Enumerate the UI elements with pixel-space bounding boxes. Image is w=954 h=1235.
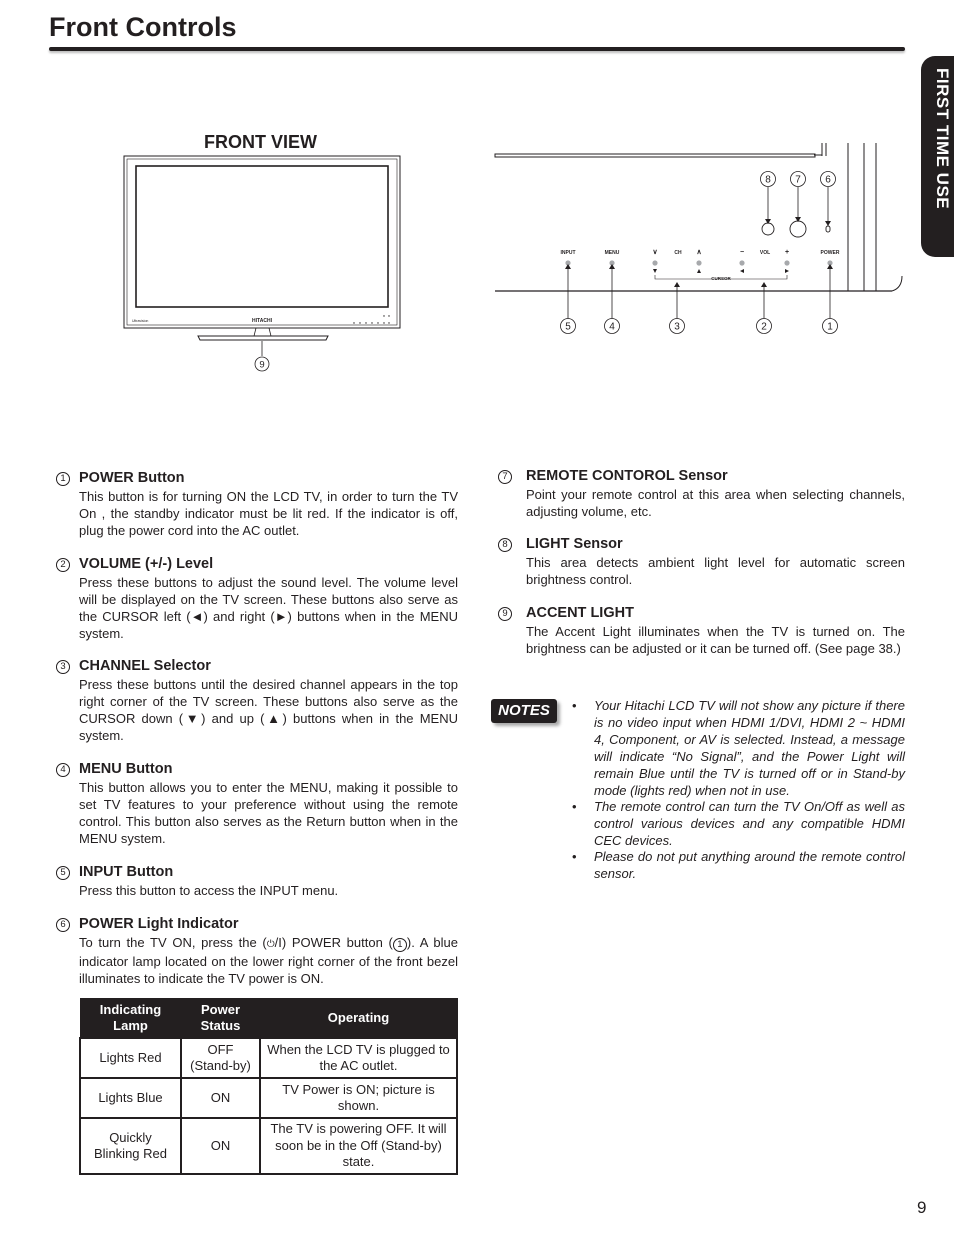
column-header: Operating — [260, 999, 457, 1039]
section-number: 4 — [56, 763, 70, 777]
cursor-label: CURSOR — [711, 276, 731, 281]
section-number: 2 — [56, 558, 70, 572]
control-panel-illustration — [492, 138, 912, 348]
note-item — [572, 798, 905, 849]
section-light-sensor — [498, 536, 906, 592]
section-heading: POWER Button — [79, 470, 185, 486]
svg-text:3: 3 — [674, 321, 680, 333]
section-body: To turn the TV ON, press the (⏻/I) POWER button ( 1 ). A blue indicator lamp located on the lower right corner of the front bezel illuminates to indicate the TV power is ON. — [79, 935, 458, 986]
section-body: Press these buttons to adjust the sound level. The volume level will be displayed on the TV screen. These buttons also serve as the CURSOR left (◄) and right (►) buttons when in the MENU system. — [79, 575, 458, 641]
table-header-row — [80, 999, 457, 1039]
model-text: Ultravision — [132, 319, 149, 323]
page-title: Front Controls — [49, 12, 237, 42]
panel-label-input: INPUT — [560, 250, 576, 256]
section-number: 7 — [498, 470, 512, 484]
svg-text:2: 2 — [761, 321, 767, 333]
svg-text:6: 6 — [825, 174, 831, 186]
bullet-icon: • — [572, 849, 577, 864]
section-heading: CHANNEL Selector — [79, 658, 211, 674]
svg-text:7: 7 — [795, 174, 801, 186]
section-heading: ACCENT LIGHT — [526, 605, 634, 621]
svg-text:1: 1 — [827, 321, 833, 333]
table-cell: Lights Blue — [80, 1078, 181, 1118]
panel-label-vol-plus: + — [784, 249, 790, 256]
section-number: 6 — [56, 918, 70, 932]
panel-label-ch-down: ∨ — [652, 249, 658, 256]
section-accent-light — [498, 605, 906, 677]
section-body: This button is for turning ON the LCD TV, in order to turn the TV On , the standby indicator must be lit red. If the indicator is off, plug the power cord into the AC outlet. — [79, 489, 458, 538]
tv-screen — [136, 166, 388, 307]
section-heading: INPUT Button — [79, 864, 174, 880]
light-sensor-icon — [762, 223, 774, 235]
table-cell: Lights Red — [80, 1038, 181, 1078]
front-view-label: FRONT VIEW — [204, 132, 317, 152]
tv-logo: HITACHI — [252, 318, 272, 324]
indicator-lamp-table — [79, 998, 458, 1175]
svg-text:8: 8 — [765, 174, 771, 186]
section-volume-level — [56, 556, 459, 644]
section-body: Press this button to access the INPUT menu. — [79, 883, 339, 898]
panel-label-ch-up: ∧ — [696, 249, 702, 256]
note-text: Please do not put anything around the remote control sensor. — [594, 849, 905, 881]
section-number-ref: 1 — [393, 938, 407, 952]
section-power-light-indicator — [56, 916, 459, 988]
notes-badge: NOTES — [491, 699, 557, 723]
column-header: Power Status — [181, 999, 260, 1039]
tv-stand-base — [198, 336, 328, 340]
panel-button-dots — [565, 260, 832, 265]
table-row — [80, 1118, 457, 1174]
tv-stand-neck — [254, 328, 271, 336]
note-text: The remote control can turn the TV On/Off as well as control various devices and any compatible HDMI CEC devices. — [594, 799, 905, 848]
section-heading: MENU Button — [79, 761, 173, 777]
table-cell: Quickly Blinking Red — [80, 1118, 181, 1174]
section-number: 8 — [498, 538, 512, 552]
page-number: 9 — [917, 1198, 927, 1217]
section-body: Point your remote control at this area when selecting channels, adjusting volume, etc. — [526, 487, 905, 519]
remote-sensor-icon — [790, 221, 806, 237]
section-number: 9 — [498, 607, 512, 621]
section-number: 1 — [56, 472, 70, 486]
section-body: This button allows you to enter the MENU, making it possible to set TV features to your preference without using the remote control. This button also serves as the Return button when in the MENU system. — [79, 780, 458, 846]
section-body: The Accent Light illuminates when the TV is turned on. The brightness can be adjusted or it can be turned off. (See page 38.) — [526, 624, 905, 656]
svg-text:5: 5 — [565, 321, 571, 333]
section-body: This area detects ambient light level for automatic screen brightness control. — [526, 555, 905, 587]
section-input-button — [56, 864, 459, 904]
table-row — [80, 1038, 457, 1078]
panel-label-vol-minus: − — [739, 249, 745, 256]
power-light-icon — [826, 226, 830, 232]
table-cell: OFF (Stand-by) — [181, 1038, 260, 1078]
table-cell: When the LCD TV is plugged to the AC outlet. — [260, 1038, 457, 1078]
bullet-icon: • — [572, 799, 577, 814]
title-divider — [49, 47, 905, 51]
svg-text:4: 4 — [609, 321, 615, 333]
svg-text:9: 9 — [259, 359, 265, 371]
section-menu-button — [56, 761, 459, 849]
table-row — [80, 1078, 457, 1118]
panel-label-ch: CH — [674, 250, 682, 256]
section-channel-selector — [56, 658, 459, 746]
note-item — [572, 848, 905, 882]
section-heading: REMOTE CONTOROL Sensor — [526, 468, 728, 484]
tv-front-illustration — [118, 150, 408, 380]
section-heading: LIGHT Sensor — [526, 536, 623, 552]
panel-label-power: POWER — [820, 250, 840, 256]
section-remote-sensor — [498, 468, 906, 524]
power-symbol-icon: ⏻ — [266, 939, 275, 950]
section-number: 3 — [56, 660, 70, 674]
side-tab-label: FIRST TIME USE — [933, 68, 952, 210]
panel-label-vol: VOL — [759, 250, 771, 256]
note-item — [572, 697, 905, 799]
panel-label-menu: MENU — [604, 250, 620, 256]
section-body: Press these buttons until the desired channel appears in the top right corner of the TV screen. These buttons also serve as the CURSOR down (▼) and up (▲) buttons when in the MENU system. — [79, 677, 458, 743]
section-side-tab — [921, 56, 954, 257]
table-cell: TV Power is ON; picture is shown. — [260, 1078, 457, 1118]
column-header: Indicating Lamp — [80, 999, 181, 1039]
note-text: Your Hitachi LCD TV will not show any picture if there is no video input when HDMI 1/DVI, HDMI 2 ~ HDMI 4, Component, or AV is selected. Instead, a message will indicate “No Signal”, and the Power Light will remain Blue until the TV is turned off or in Stand-by mode (lights red) when not in use. — [594, 698, 905, 798]
section-power-button — [56, 470, 459, 540]
section-heading: POWER Light Indicator — [79, 916, 239, 932]
table-cell: ON — [181, 1118, 260, 1174]
table-cell: ON — [181, 1078, 260, 1118]
table-cell: The TV is powering OFF. It will soon be in the Off (Stand-by) state. — [260, 1118, 457, 1174]
section-heading: VOLUME (+/-) Level — [79, 556, 214, 572]
section-number: 5 — [56, 866, 70, 880]
bullet-icon: • — [572, 698, 577, 713]
